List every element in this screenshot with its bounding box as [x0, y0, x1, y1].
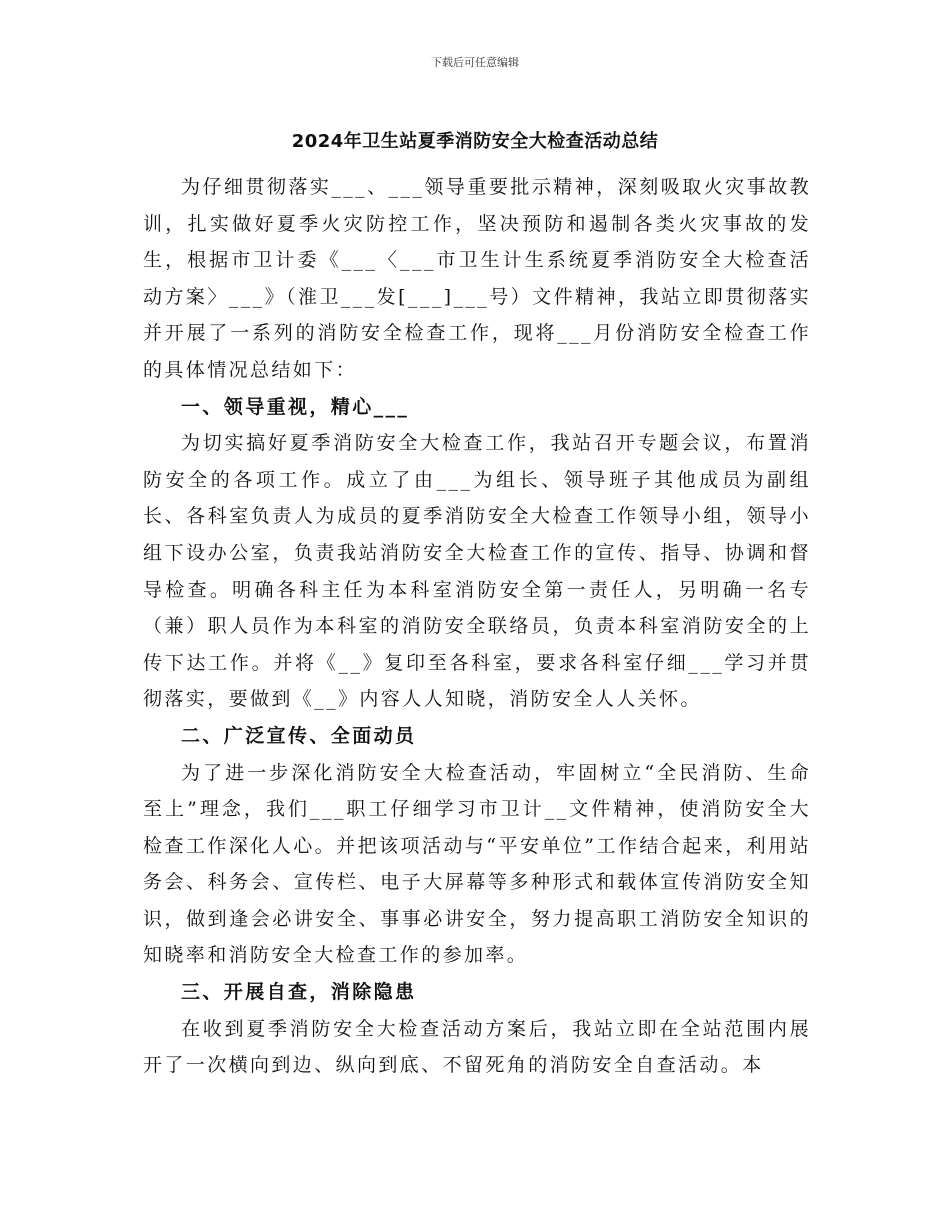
section-paragraph-2: 为了进一步深化消防安全大检查活动，牢固树立“全民消防、生命至上”理念，我们___职工仔细学习市卫计__文件精神，使消防安全大检查工作深化人心。并把该项活动与“平安单位”工作结合起来，利用站务会、科务会、宣传栏、电子大屏幕等多种形式和载体宣传消防安全知识，做到逢会必讲安全、事事必讲安全，努力提高职工消防安全知识的知晓率和消防安全大检查工作的参加率。	[143, 761, 811, 967]
document-title: 2024年卫生站夏季消防安全大检查活动总结	[291, 131, 659, 152]
section-heading-1: 一、领导重视，精心___	[181, 395, 410, 418]
intro-paragraph: 为仔细贯彻落实___、___领导重要批示精神，深刻吸取火灾事故教训，扎实做好夏季火灾防控工作，坚决预防和遏制各类火灾事故的发生，根据市卫计委《___〈___市卫生计生系统夏季消防安全大检查活动方案〉___》（淮卫___发[___]___号）文件精神，我站立即贯彻落实并开展了一系列的消防安全检查工作，现将___月份消防安全检查工作的具体情况总结如下：	[143, 176, 811, 381]
section-heading-3: 三、开展自查，消除隐患	[181, 981, 417, 1004]
page-header-note: 下载后可任意编辑	[431, 56, 519, 69]
section-heading-2: 二、广泛宣传、全面动员	[181, 724, 417, 747]
section-paragraph-3: 在收到夏季消防安全大检查活动方案后，我站立即在全站范围内展开了一次横向到边、纵向到底、不留死角的消防安全自查活动。本	[143, 1017, 811, 1077]
document-body	[143, 169, 811, 1084]
section-paragraph-1: 为切实搞好夏季消防安全大检查工作，我站召开专题会议，布置消防安全的各项工作。成立了由___为组长、领导班子其他成员为副组长、各科室负责人为成员的夏季消防安全大检查工作领导小组，领导小组下设办公室，负责我站消防安全大检查工作的宣传、指导、协调和督导检查。明确各科主任为本科室消防安全第一责任人，另明确一名专（兼）职人员作为本科室的消防安全联络员，负责本科室消防安全的上传下达工作。并将《__》复印至各科室，要求各科室仔细___学习并贯彻落实，要做到《__》内容人人知晓，消防安全人人关怀。	[143, 432, 811, 711]
